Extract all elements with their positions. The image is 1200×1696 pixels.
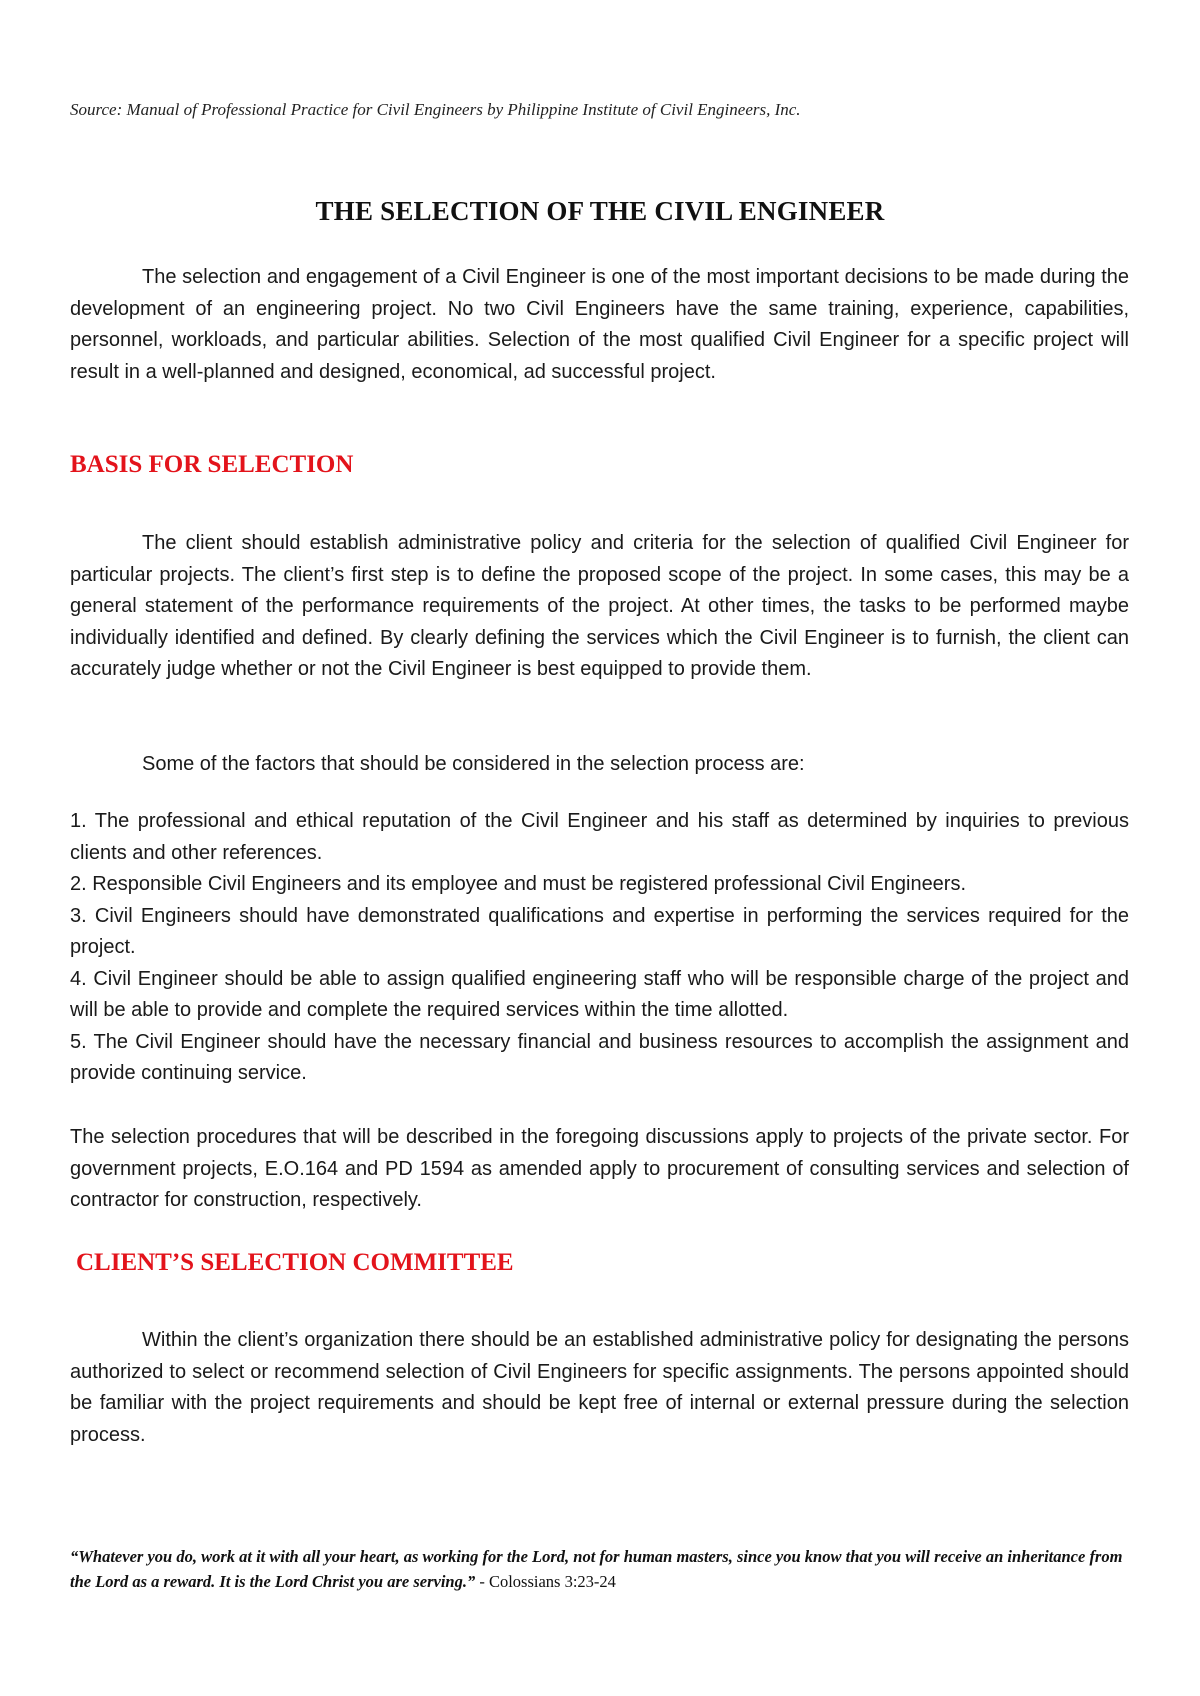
list-item: 5. The Civil Engineer should have the necessary financial and business resources to accomplish the assignment and provide continuing service. (70, 1030, 1129, 1084)
committee-heading: CLIENT’S SELECTION COMMITTEE (76, 1249, 514, 1276)
basis-heading: BASIS FOR SELECTION (70, 451, 354, 478)
bible-reference: - Colossians 3:23-24 (475, 1572, 616, 1591)
factors-list (70, 806, 1129, 1090)
list-item: 2. Responsible Civil Engineers and its employee and must be registered professional Civil Engineers. (70, 873, 967, 895)
source-citation: Source: Manual of Professional Practice for Civil Engineers by Philippine Institute of Civil Engineers, Inc. (70, 100, 801, 119)
factors-intro: Some of the factors that should be considered in the selection process are: (142, 753, 805, 775)
committee-paragraph: Within the client’s organization there should be an established administrative policy for designating the persons authorized to select or recommend selection of Civil Engineers for specific assignments. The persons appointed should be familiar with the project requirements and should be kept free of internal or external pressure during the selection process. (70, 1329, 1129, 1446)
page-title: THE SELECTION OF THE CIVIL ENGINEER (315, 196, 885, 226)
list-item: 3. Civil Engineers should have demonstrated qualifications and expertise in performing the services required for the project. (70, 904, 1129, 958)
bible-quote: “Whatever you do, work at it with all your heart, as working for the Lord, not for human masters, since you know that you will receive an inheritance from the Lord as a reward. It is the Lord Christ you are serving.” (70, 1547, 1123, 1591)
list-item: 4. Civil Engineer should be able to assign qualified engineering staff who will be responsible charge of the project and will be able to provide and complete the required services within the time allotted. (70, 967, 1129, 1021)
procedures-paragraph: The selection procedures that will be described in the foregoing discussions apply to projects of the private sector. For government projects, E.O.164 and PD 1594 as amended apply to procurement of consulting services and selection of contractor for construction, respectively. (70, 1126, 1129, 1211)
footer-quote (70, 1544, 1130, 1594)
list-item: 1. The professional and ethical reputation of the Civil Engineer and his staff as determined by inquiries to previous clients and other references. (70, 810, 1129, 864)
basis-paragraph: The client should establish administrative policy and criteria for the selection of qualified Civil Engineer for particular projects. The client’s first step is to define the proposed scope of the project. In some cases, this may be a general statement of the performance requirements of the project. At other times, the tasks to be performed maybe individually identified and defined. By clearly defining the services which the Civil Engineer is to furnish, the client can accurately judge whether or not the Civil Engineer is best equipped to provide them. (70, 532, 1129, 680)
intro-paragraph: The selection and engagement of a Civil Engineer is one of the most important decisions to be made during the development of an engineering project. No two Civil Engineers have the same training, experience, capabilities, personnel, workloads, and particular abilities. Selection of the most qualified Civil Engineer for a specific project will result in a well-planned and designed, economical, ad successful project. (70, 266, 1129, 383)
